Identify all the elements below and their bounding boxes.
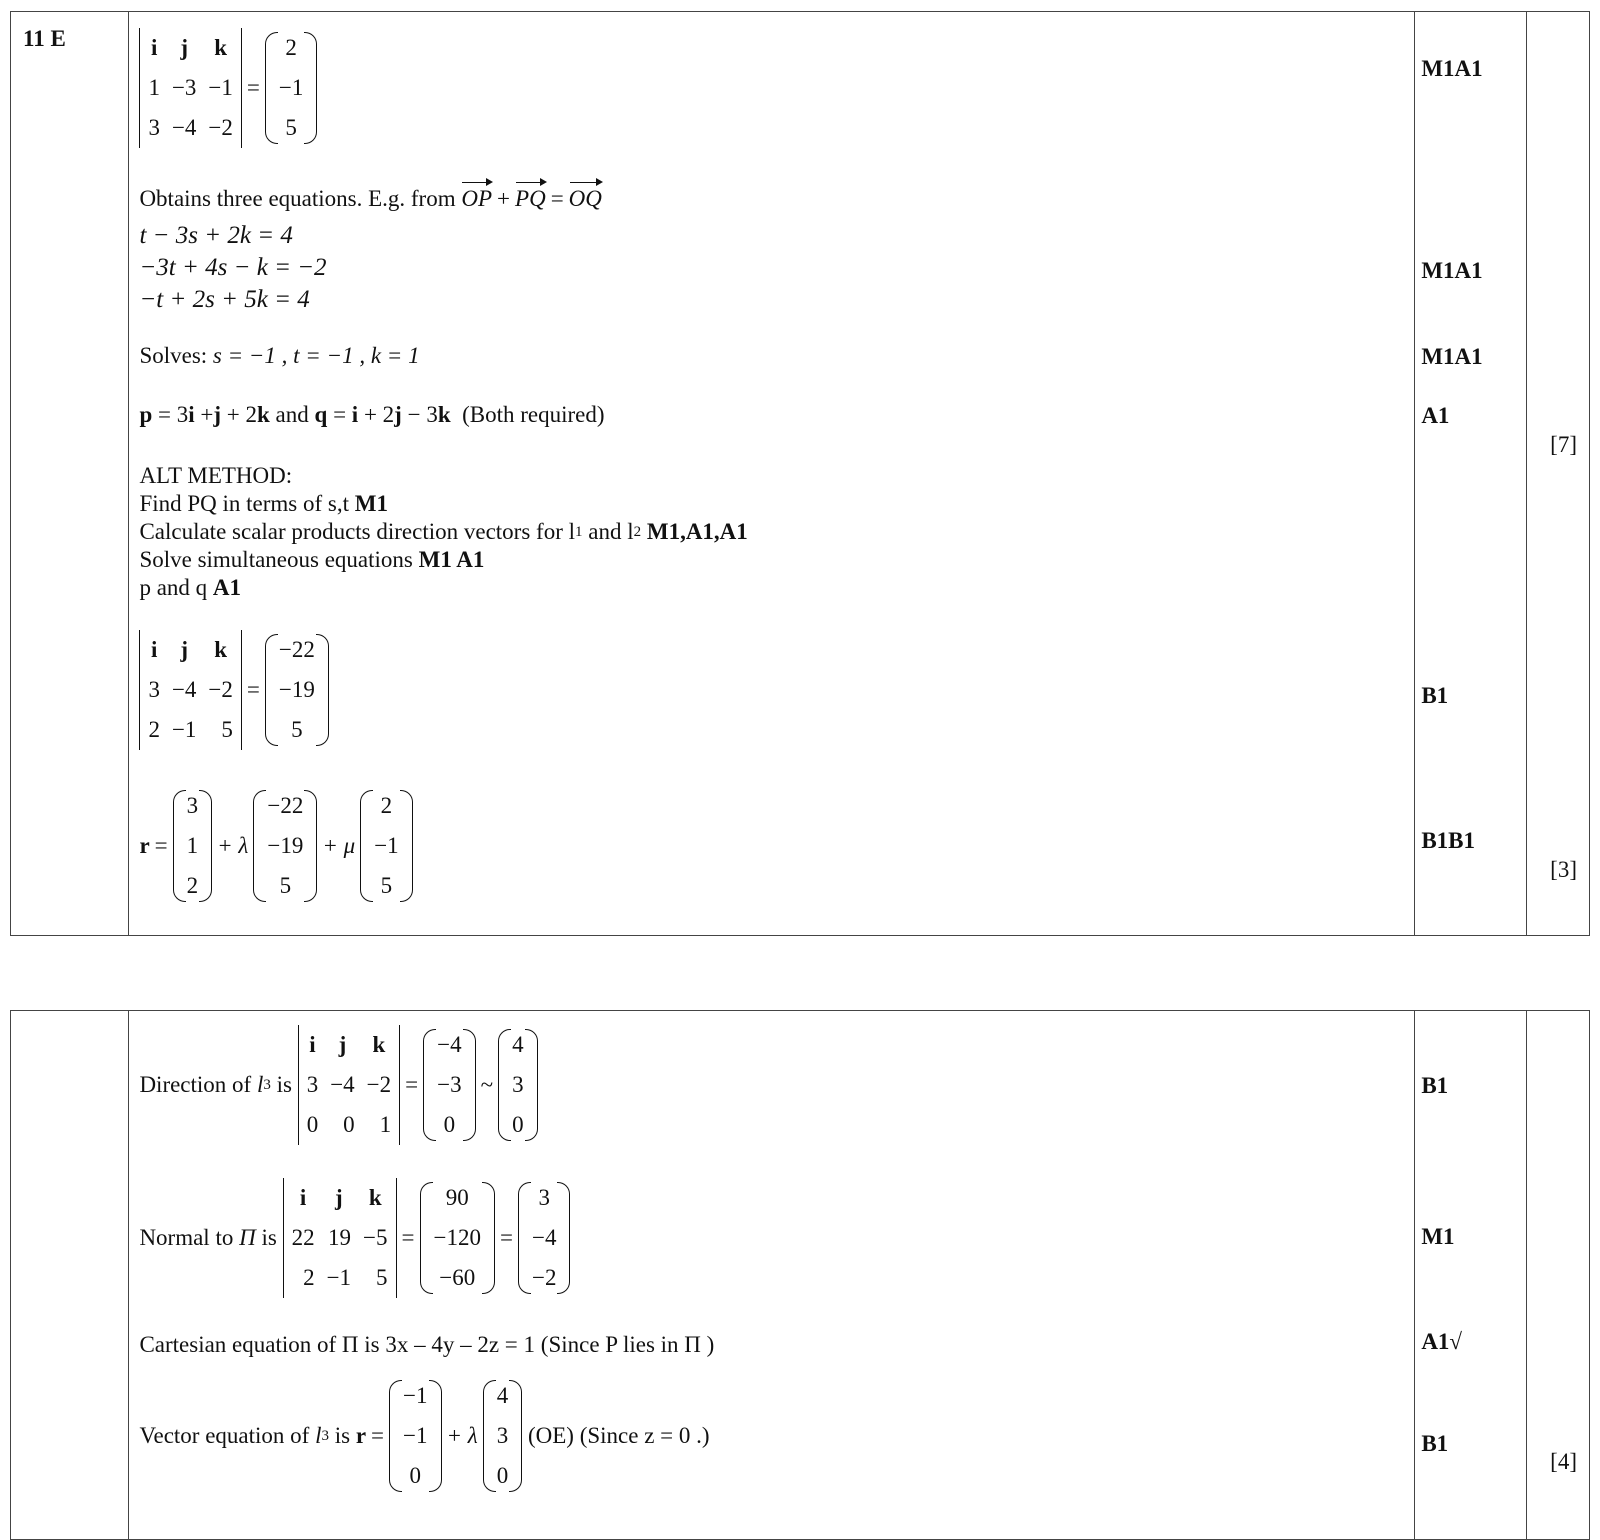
det-cell: 3 xyxy=(306,1072,319,1097)
mark: M1,A1,A1 xyxy=(641,519,748,544)
working-cell xyxy=(129,12,1415,936)
det-cell: k xyxy=(372,1032,386,1057)
vector-op: OP xyxy=(461,186,493,211)
text: − 3 xyxy=(401,402,438,427)
vector-entry: −4 xyxy=(437,1032,462,1057)
det-cell: −2 xyxy=(366,1072,392,1097)
markscheme-table-2 xyxy=(10,1010,1590,1540)
vector-note: (OE) (Since z = 0 .) xyxy=(527,1423,710,1448)
det-cell: k xyxy=(214,637,228,662)
vector-entry: 2 xyxy=(380,793,393,818)
equations-intro: Obtains three equations. E.g. from OP + PQ = OQ xyxy=(139,186,602,211)
vector-entry: −19 xyxy=(267,833,304,858)
mark-label: A1 xyxy=(1421,403,1450,428)
vector-entry: −120 xyxy=(433,1225,481,1250)
det-cell: 2 xyxy=(148,717,160,742)
vector-entry: 1 xyxy=(186,833,199,858)
vector-entry: 3 xyxy=(538,1185,550,1210)
vector-entry: 5 xyxy=(285,115,297,140)
alt-method-heading: ALT METHOD: xyxy=(139,463,293,488)
vector-entry: −1 xyxy=(374,833,399,858)
subscript: 1 xyxy=(575,524,583,540)
mark: M1 xyxy=(354,491,388,516)
equals-sign: = xyxy=(246,75,260,100)
determinant-3 xyxy=(298,1025,400,1145)
mark-label: A1√ xyxy=(1421,1329,1463,1354)
vector-equation-line xyxy=(139,1376,709,1496)
total-cell xyxy=(1526,1011,1589,1540)
vector-entry: 2 xyxy=(285,35,297,60)
result-vector-1 xyxy=(265,28,317,148)
text: Solve simultaneous equations xyxy=(139,547,419,572)
vector-entry: −1 xyxy=(278,75,304,100)
alt-step-3 xyxy=(139,546,484,574)
l-symbol: l xyxy=(315,1423,322,1448)
lambda-term: + λ xyxy=(446,1423,478,1448)
intro-text: Obtains three equations. E.g. from xyxy=(139,186,456,211)
mark-label: M1A1 xyxy=(1421,56,1483,81)
mark-label: M1A1 xyxy=(1421,344,1483,369)
vector-entry: 0 xyxy=(496,1463,509,1488)
tilde-sign: ~ xyxy=(480,1072,494,1097)
j-symbol: j xyxy=(213,402,222,427)
total-marks: [4] xyxy=(1550,1449,1577,1474)
vector-entry: 3 xyxy=(186,793,199,818)
equals-sign: = xyxy=(246,677,260,702)
equation-1: t − 3s + 2k = 4 xyxy=(139,222,293,249)
line-position-vector xyxy=(389,1376,441,1496)
det-cell: 19 xyxy=(328,1225,352,1250)
text: Vector equation of xyxy=(139,1423,316,1448)
result-vector-4 xyxy=(420,1178,495,1298)
question-number: 11 E xyxy=(23,26,66,51)
total-cell xyxy=(1526,12,1589,936)
equation-3: −t + 2s + 5k = 4 xyxy=(139,286,310,313)
vector-entry: 5 xyxy=(291,717,303,742)
text: Find PQ in terms of s,t xyxy=(139,491,355,516)
subscript: 3 xyxy=(321,1428,329,1444)
vector-entry: −1 xyxy=(403,1423,428,1448)
det-cell: i xyxy=(299,1185,307,1210)
mark-label: B1 xyxy=(1421,1073,1449,1098)
det-cell: i xyxy=(150,35,158,60)
vector-entry: 2 xyxy=(186,873,199,898)
det-cell: 5 xyxy=(221,717,233,742)
vector-entry: −1 xyxy=(403,1383,428,1408)
mark: A1 xyxy=(212,575,242,600)
det-cell: 3 xyxy=(148,115,160,140)
total-marks: [7] xyxy=(1550,432,1577,457)
vector-entry: 0 xyxy=(443,1112,456,1137)
det-cell: i xyxy=(150,637,158,662)
det-cell: 1 xyxy=(379,1112,392,1137)
equals-sign: = xyxy=(401,1225,415,1250)
text: is xyxy=(328,1423,356,1448)
question-cell xyxy=(11,12,129,936)
vector-entry: −60 xyxy=(439,1265,476,1290)
both-required-note: (Both required) xyxy=(462,402,605,427)
solves-line xyxy=(139,342,419,370)
vector-entry: −22 xyxy=(278,637,315,662)
vector-entry: 4 xyxy=(512,1032,524,1057)
r-symbol: r xyxy=(139,833,150,858)
vector-entry: 5 xyxy=(380,873,393,898)
mark-label: M1A1 xyxy=(1421,258,1483,283)
plane-vector-equation xyxy=(139,786,412,906)
text: = xyxy=(327,402,352,427)
equals-sign: = xyxy=(500,1225,513,1250)
vector-entry: 0 xyxy=(409,1463,421,1488)
det-cell: j xyxy=(334,1185,343,1210)
det-cell: k xyxy=(214,35,228,60)
text: Calculate scalar products direction vectors for l xyxy=(139,519,575,544)
i-symbol: i xyxy=(351,402,359,427)
text: p and q xyxy=(139,575,213,600)
det-cell: 0 xyxy=(343,1112,355,1137)
question-cell xyxy=(11,1011,129,1540)
p-q-line xyxy=(139,401,604,429)
lambda-term: + λ xyxy=(217,833,249,858)
vector-entry: −19 xyxy=(278,677,315,702)
det-cell: −1 xyxy=(326,1265,352,1290)
det-cell: −3 xyxy=(171,75,197,100)
vector-pq: PQ xyxy=(515,186,546,211)
direction-vector-1 xyxy=(253,786,317,906)
alt-step-4 xyxy=(139,574,241,602)
text: Direction of xyxy=(139,1072,257,1097)
det-cell: 22 xyxy=(291,1225,315,1250)
vector-entry: 3 xyxy=(512,1072,524,1097)
marks-cell xyxy=(1415,12,1526,936)
solves-values: s = −1 , t = −1 , k = 1 xyxy=(212,343,420,368)
vector-oq: OQ xyxy=(568,186,602,211)
direction-line xyxy=(139,1025,537,1145)
simplified-vector-3 xyxy=(498,1025,538,1145)
determinant-4 xyxy=(283,1178,397,1298)
det-cell: −1 xyxy=(171,717,197,742)
det-cell: 1 xyxy=(148,75,160,100)
mu-term: + μ xyxy=(322,833,356,858)
det-cell: −2 xyxy=(208,115,233,140)
i-symbol: i xyxy=(188,402,195,427)
p-symbol: p xyxy=(139,402,153,427)
cross-product-2 xyxy=(139,630,328,750)
vector-entry: −2 xyxy=(531,1265,557,1290)
vector-entry: −22 xyxy=(267,793,304,818)
total-marks: [3] xyxy=(1550,857,1577,882)
determinant-1 xyxy=(139,28,241,148)
l-symbol: l xyxy=(256,1072,264,1097)
vector-entry: 0 xyxy=(512,1112,524,1137)
det-cell: −4 xyxy=(330,1072,355,1097)
text: + 2 xyxy=(358,402,395,427)
det-cell: −5 xyxy=(363,1225,388,1250)
det-cell: k xyxy=(368,1185,382,1210)
determinant-2 xyxy=(139,630,241,750)
direction-vector-2 xyxy=(360,786,412,906)
det-cell: 3 xyxy=(148,677,160,702)
equals-sign: = xyxy=(405,1072,419,1097)
det-cell: 5 xyxy=(376,1265,388,1290)
mark-label: B1 xyxy=(1421,1431,1449,1456)
equals-sign: = xyxy=(371,1423,385,1448)
det-cell: 2 xyxy=(303,1265,315,1290)
text: and l xyxy=(582,519,634,544)
det-cell: j xyxy=(180,35,189,60)
alt-step-2 xyxy=(139,518,747,546)
working-cell xyxy=(129,1011,1415,1540)
det-cell: −4 xyxy=(171,115,197,140)
vector-entry: −4 xyxy=(531,1225,557,1250)
text: + 2 xyxy=(221,402,257,427)
markscheme-table-1 xyxy=(10,11,1590,936)
subscript: 3 xyxy=(263,1077,271,1093)
cross-product-1 xyxy=(139,28,317,148)
text: is xyxy=(270,1072,292,1097)
mark: M1 A1 xyxy=(418,547,485,572)
det-cell: i xyxy=(309,1032,316,1057)
text: + xyxy=(200,402,214,427)
result-vector-2 xyxy=(265,630,329,750)
solves-label: Solves: xyxy=(139,343,208,368)
alt-step-1 xyxy=(139,490,388,518)
normal-line xyxy=(139,1178,570,1298)
vector-entry: 5 xyxy=(279,873,292,898)
pi-symbol: Π xyxy=(239,1225,256,1250)
r-symbol: r xyxy=(355,1423,367,1448)
equals-sign: = xyxy=(154,833,168,858)
subscript: 2 xyxy=(633,524,642,540)
det-cell: j xyxy=(180,637,189,662)
position-vector xyxy=(173,786,213,906)
cartesian-equation: Cartesian equation of Π is 3x – 4y – 2z = 1 (Since P lies in Π ) xyxy=(139,1332,715,1357)
det-cell: 0 xyxy=(306,1112,319,1137)
k-symbol: k xyxy=(437,402,451,427)
det-cell: −1 xyxy=(208,75,233,100)
result-vector-3 xyxy=(423,1025,475,1145)
marks-cell xyxy=(1415,1011,1526,1540)
text: and xyxy=(269,402,315,427)
j-symbol: j xyxy=(394,402,402,427)
k-symbol: k xyxy=(257,402,270,427)
vector-entry: 4 xyxy=(496,1383,509,1408)
text: Normal to xyxy=(139,1225,240,1250)
det-cell: −4 xyxy=(171,677,197,702)
q-symbol: q xyxy=(314,402,328,427)
mark-label: B1B1 xyxy=(1421,828,1475,853)
vector-entry: 90 xyxy=(445,1185,469,1210)
vector-entry: 3 xyxy=(496,1423,509,1448)
mark-label: B1 xyxy=(1421,683,1449,708)
det-cell: −2 xyxy=(208,677,233,702)
det-cell: j xyxy=(338,1032,347,1057)
text: = 3 xyxy=(157,402,189,427)
equation-2: −3t + 4s − k = −2 xyxy=(139,254,327,281)
line-direction-vector xyxy=(483,1376,523,1496)
mark-label: M1 xyxy=(1421,1224,1455,1249)
text: is xyxy=(255,1225,277,1250)
simplified-vector-4 xyxy=(518,1178,570,1298)
vector-entry: −3 xyxy=(437,1072,462,1097)
